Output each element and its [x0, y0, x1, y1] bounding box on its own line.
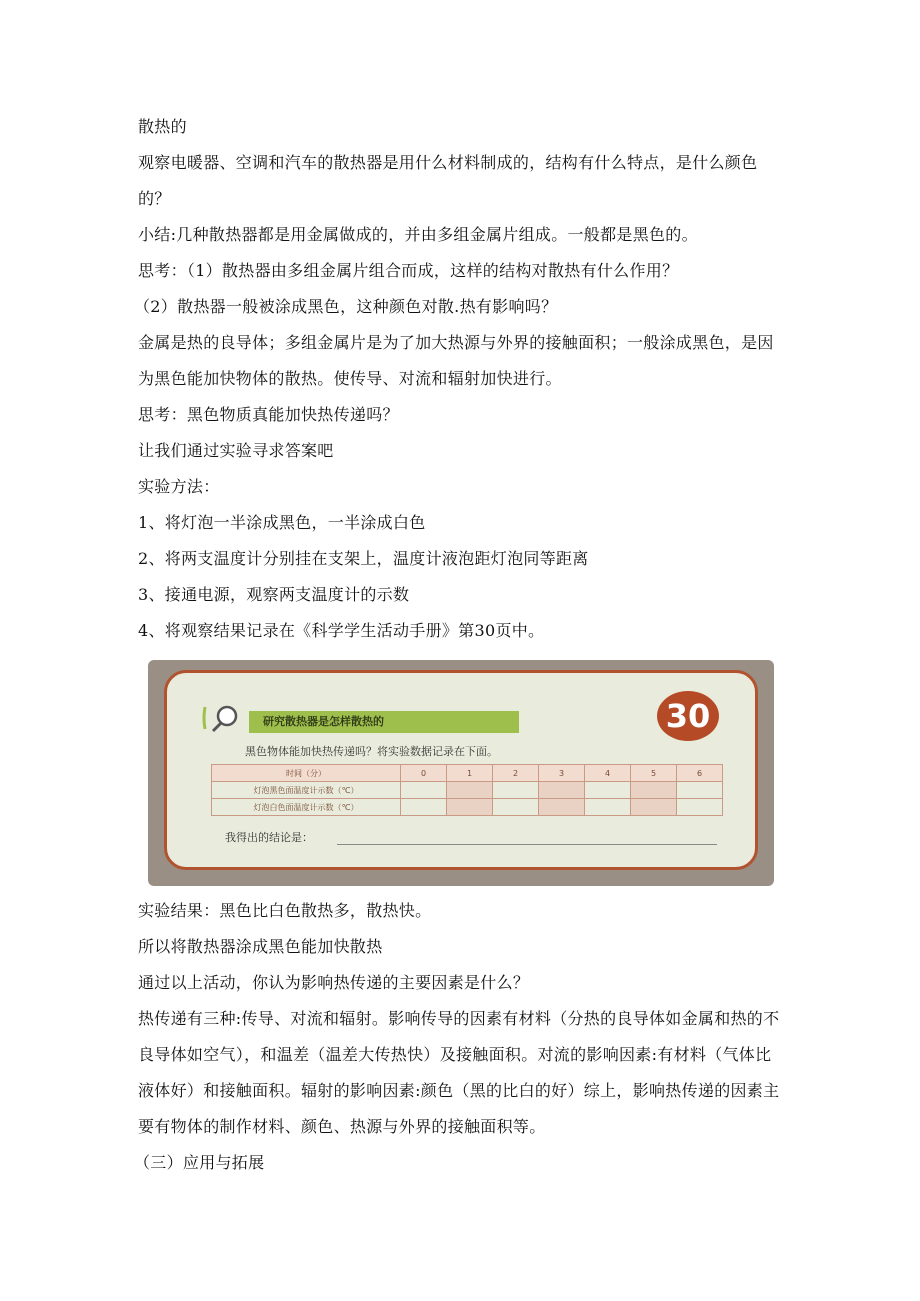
- time-cell: 1: [447, 765, 493, 782]
- text-paragraph: 实验结果：黑色比白色散热多，散热快。: [138, 901, 432, 920]
- empty-cell: [447, 799, 493, 816]
- temperature-table: [211, 764, 723, 816]
- text-paragraph: 思考：黑色物质真能加快热传递吗？: [138, 405, 399, 424]
- time-cell: 5: [631, 765, 677, 782]
- empty-cell: [677, 782, 723, 799]
- empty-cell: [447, 782, 493, 799]
- worksheet-banner: 研究散热器是怎样散热的: [249, 711, 519, 733]
- text-paragraph: 小结:几种散热器都是用金属做成的，并由多组金属片组成。一般都是黑色的。: [138, 225, 698, 244]
- table-row: [212, 782, 723, 799]
- magnifier-icon: [201, 703, 249, 733]
- method-step: 2、将两支温度计分别挂在支架上，温度计液泡距灯泡同等距离: [138, 549, 589, 568]
- empty-cell: [677, 799, 723, 816]
- time-cell: 3: [539, 765, 585, 782]
- text-paragraph: 通过以上活动，你认为影响热传递的主要因素是什么？: [138, 973, 530, 992]
- text-paragraph: 让我们通过实验寻求答案吧: [138, 441, 334, 460]
- row-label-white: 灯泡白色面温度计示数（℃）: [212, 799, 401, 816]
- worksheet-photo: [148, 660, 774, 886]
- text-paragraph: 所以将散热器涂成黑色能加快散热: [138, 937, 383, 956]
- empty-cell: [585, 782, 631, 799]
- text-paragraph: 观察电暖器、空调和汽车的散热器是用什么材料制成的，结构有什么特点，是什么颜色的？: [138, 153, 758, 208]
- table-header-row: [212, 765, 723, 782]
- text-paragraph: 散热的: [138, 117, 187, 136]
- empty-cell: [631, 799, 677, 816]
- time-cell: 0: [401, 765, 447, 782]
- empty-cell: [401, 799, 447, 816]
- worksheet-card: [164, 670, 758, 870]
- time-cell: 6: [677, 765, 723, 782]
- method-step: 3、接通电源，观察两支温度计的示数: [138, 585, 410, 604]
- method-step: 1、将灯泡一半涂成黑色，一半涂成白色: [138, 513, 426, 532]
- section-heading: （三）应用与拓展: [134, 1153, 265, 1172]
- conclusion-blank-line: [337, 844, 717, 845]
- time-cell: 2: [493, 765, 539, 782]
- text-paragraph: （2）散热器一般被涂成黑色，这种颜色对散.热有影响吗？: [134, 297, 558, 316]
- empty-cell: [585, 799, 631, 816]
- empty-cell: [401, 782, 447, 799]
- worksheet-prompt: 黑色物体能加快热传递吗？将实验数据记录在下面。: [245, 745, 498, 758]
- empty-cell: [539, 782, 585, 799]
- table-row: [212, 799, 723, 816]
- empty-cell: [493, 782, 539, 799]
- page-number-badge: 30: [657, 691, 719, 741]
- row-label-black: 灯泡黑色面温度计示数（℃）: [212, 782, 401, 799]
- empty-cell: [631, 782, 677, 799]
- time-cell: 4: [585, 765, 631, 782]
- text-paragraph: 思考：（1）散热器由多组金属片组合而成，这样的结构对散热有什么作用？: [138, 261, 679, 280]
- text-paragraph: 金属是热的良导体；多组金属片是为了加大热源与外界的接触面积；一般涂成黑色，是因为黑色能加快物体的散热。使传导、对流和辐射加快进行。: [138, 333, 774, 388]
- table-header-label: 时间（分）: [212, 765, 401, 782]
- text-paragraph: 实验方法：: [138, 477, 220, 496]
- empty-cell: [493, 799, 539, 816]
- text-paragraph: 热传递有三种:传导、对流和辐射。影响传导的因素有材料（分热的良导体如金属和热的不良导体如空气），和温差（温差大传热快）及接触面积。对流的影响因素:有材料（气体比液体好）和接触面积。辐射的影响因素:颜色（黑的比白的好）综上，影响热传递的因素主要有物体的制作材料、颜色、热源与外界的接触面积等。: [138, 1009, 780, 1136]
- empty-cell: [539, 799, 585, 816]
- conclusion-label: 我得出的结论是：: [225, 831, 313, 844]
- method-step: 4、将观察结果记录在《科学学生活动手册》第30页中。: [138, 621, 545, 640]
